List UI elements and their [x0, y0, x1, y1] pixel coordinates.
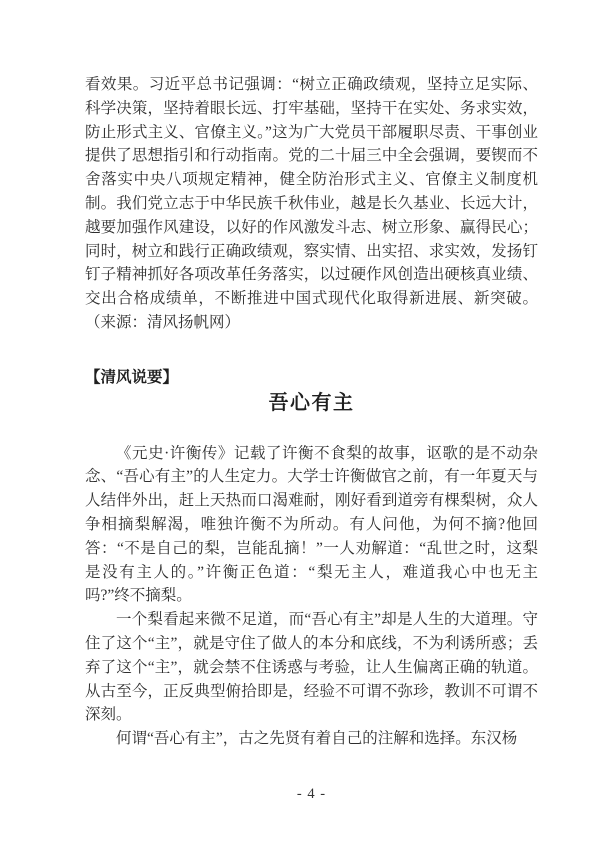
body-paragraph-continued: 看效果。习近平总书记强调：“树立正确政绩观，坚持立足实际、科学决策，坚持着眼长远、打牢基础，坚持干在实处、务求实效，防止形式主义、官僚主义。”这为广大党员干部履职尽责、干事创业提供了思想指引和行动指南。党的二十届三中全会强调，要锲而不舍落实中央八项规定精神，健全防治形式主义、官僚主义制度机制。我们党立志于中华民族千秋伟业，越是长久基业、长远大计，越要加强作风建设，以好的作风激发斗志、树立形象、赢得民心；同时，树立和践行正确政绩观，察实情、出实招、求实效，发扬钉钉子精神抓好各项改革任务落实，以过硬作风创造出硬核真业绩、交出合格成绩单，不断推进中国式现代化取得新进展、新突破。（来源：清风扬帆网）: [85, 76, 538, 331]
body-paragraph-commentary: 一个梨看起来微不足道，而“吾心有主”却是人生的大道理。守住了这个“主”，就是守住了做人的本分和底线，不为利诱所惑；丢弃了这个“主”，就会禁不住诱惑与考验，让人生偏离正确的轨道。从古至今，正反典型俯拾即是，经验不可谓不弥珍，教训不可谓不深刻。: [85, 611, 538, 724]
body-paragraph-story: 《元史·许衡传》记载了许衡不食梨的故事，讴歌的是不动杂念、“吾心有主”的人生定力。大学士许衡做官之前，有一年夏天与人结伴外出，赶上天热而口渴难耐，刚好看到道旁有棵梨树，众人争相摘梨解渴，唯独许衡不为所动。有人问他，为何不摘?他回答：“不是自己的梨，岂能乱摘！”一人劝解道：“乱世之时，这梨是没有主人的。”许衡正色道：“梨无主人，难道我心中也无主吗?”终不摘梨。: [85, 444, 538, 605]
article-title: 吾心有主: [268, 391, 355, 414]
document-body: [85, 73, 538, 751]
page-number: - 4 -: [296, 786, 327, 802]
section-header: 【清风说要】: [85, 368, 179, 386]
body-paragraph-closing: 何谓“吾心有主”，古之先贤有着自己的注解和选择。东汉杨: [116, 730, 518, 748]
